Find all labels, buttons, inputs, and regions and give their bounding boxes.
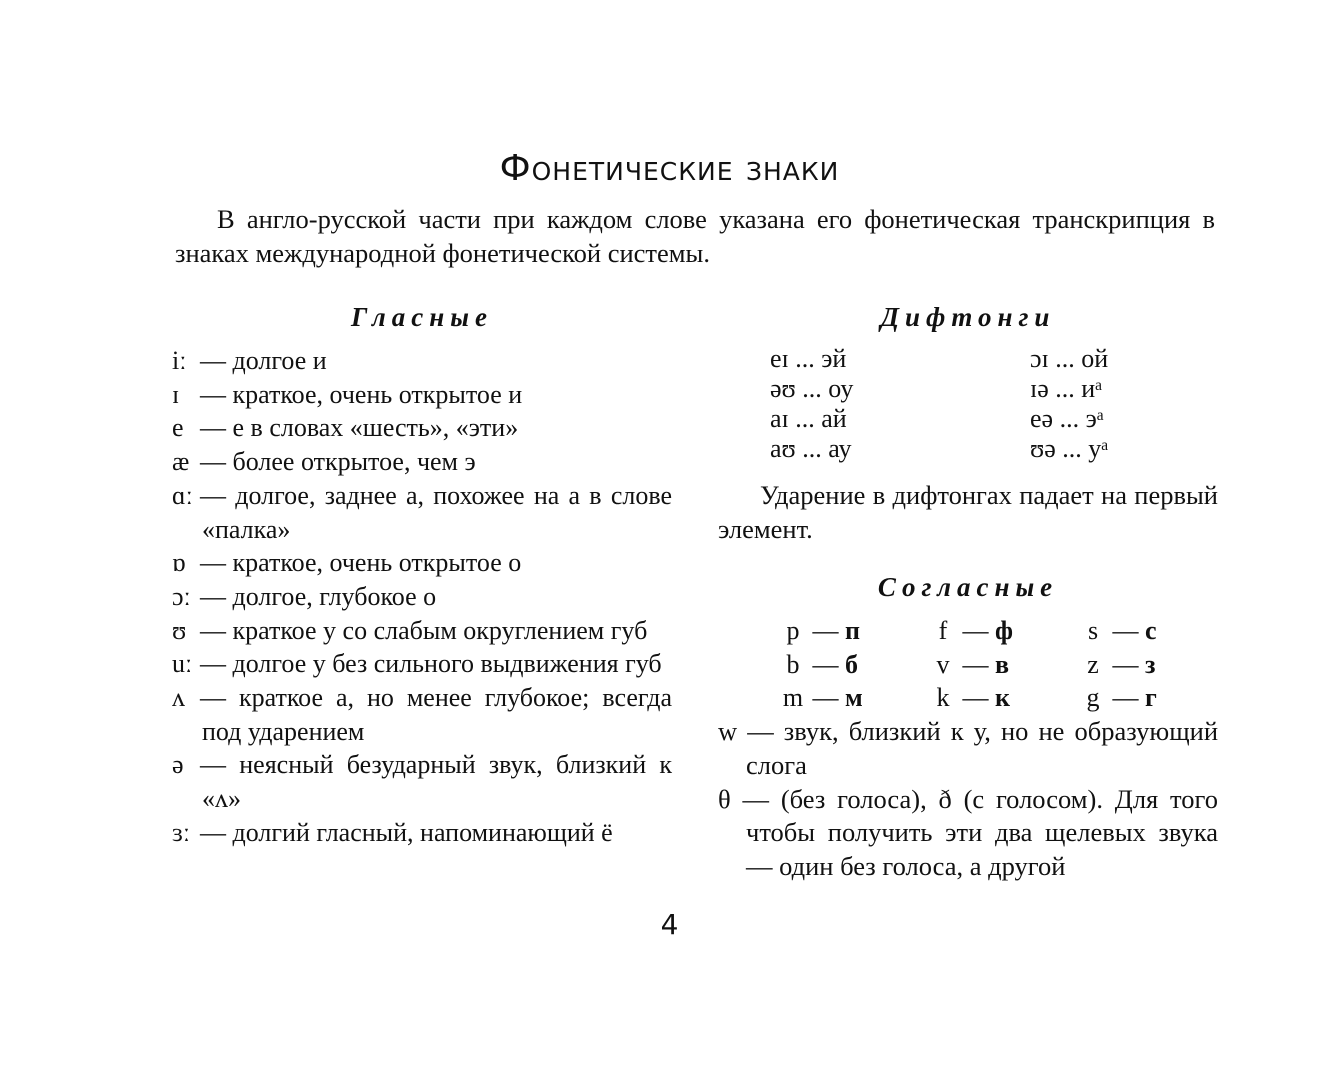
vowel-description: — краткое, очень открытое и: [200, 379, 523, 409]
consonant-dash: —: [1112, 616, 1139, 645]
consonant-ru: м: [845, 683, 863, 713]
vowel-symbol: ʊ: [172, 615, 187, 645]
consonant-ru: г: [1145, 683, 1157, 713]
vowel-row: [172, 647, 672, 681]
consonant-ru: с: [1145, 616, 1157, 645]
vowel-description: — долгое, заднее а, похожее на а в слове «палка»: [200, 480, 672, 544]
vowel-row: [172, 344, 672, 378]
vowel-description: — краткое, очень открытое о: [200, 548, 522, 578]
consonant-en: v: [936, 649, 950, 679]
consonant-dash: —: [812, 683, 839, 713]
consonant-en: m: [782, 683, 804, 713]
vowel-symbol: ɪ: [172, 379, 180, 409]
vowel-description: — долгое у без сильного выдвижения губ: [200, 649, 662, 679]
page-number: 4: [660, 908, 679, 941]
consonant-pair: [1080, 614, 1230, 648]
vowel-description: — долгий гласный, напоминающий ё: [200, 817, 613, 847]
vowels-heading: Гласные: [351, 302, 493, 332]
vowel-symbol: ɔː: [172, 581, 191, 611]
consonant-en: z: [1087, 649, 1099, 679]
consonant-dash: —: [962, 616, 989, 645]
vowel-symbol: e: [172, 413, 184, 443]
consonant-en: p: [786, 616, 800, 645]
consonant-note: θ — (без голоса), ð (с голосом). Для того чтобы получить эти два щелевых звука — один без голоса, а другой: [718, 783, 1218, 881]
consonant-pair: [930, 681, 1080, 715]
vowel-row: [172, 546, 672, 580]
consonant-dash: —: [1112, 683, 1139, 713]
consonant-en: s: [1087, 616, 1099, 645]
vowel-description: — долгое и: [200, 346, 327, 375]
diphthongs-heading: Дифтонги: [880, 302, 1056, 332]
vowel-symbol: iː: [172, 346, 187, 375]
vowel-description: — долгое, глубокое о: [200, 581, 437, 611]
diphthong-item: əʊ ... оу: [770, 374, 854, 403]
consonant-dash: —: [1112, 649, 1139, 679]
vowels-list: [172, 344, 672, 850]
vowel-symbol: uː: [172, 649, 193, 679]
consonant-en: b: [786, 649, 800, 679]
consonant-pair: [1080, 681, 1230, 715]
consonant-ru: к: [995, 683, 1010, 713]
vowel-row: [172, 479, 672, 546]
diphthong-item: aɪ ... ай: [770, 404, 847, 433]
consonant-pair: [930, 648, 1080, 682]
diphthong-item: ɔɪ ... ой: [1030, 344, 1109, 373]
diphthongs-grid: [718, 344, 1218, 464]
vowel-row: [172, 816, 672, 850]
vowel-description: — более открытое, чем э: [200, 447, 476, 477]
consonant-en: g: [1086, 683, 1100, 713]
consonant-dash: —: [962, 649, 989, 679]
vowel-symbol: ɒ: [172, 548, 186, 578]
intro-paragraph: [175, 202, 1215, 270]
vowel-row: [172, 378, 672, 412]
consonants-heading: Согласные: [877, 572, 1059, 602]
vowel-row: [172, 580, 672, 614]
diphthongs-consonants-column: [718, 300, 1218, 884]
intro-text: В англо-русской части при каждом слове указана его фонетическая транскрипция в знаках международной фонетической системы.: [175, 204, 1215, 268]
diphthong-stress-note: [718, 478, 1218, 546]
consonant-note: w — звук, близкий к у, но не образующий слога: [718, 716, 1218, 780]
consonant-ru: з: [1145, 649, 1156, 679]
consonant-ru: ф: [995, 616, 1013, 645]
consonant-pair: [780, 681, 930, 715]
vowel-symbol: ɑː: [172, 480, 193, 510]
consonant-ru: б: [845, 649, 858, 679]
vowel-symbol: æ: [172, 447, 190, 477]
diphthong-item: aʊ ... ау: [770, 434, 852, 463]
vowel-description: — неясный безударный звук, близкий к «ʌ»: [200, 750, 672, 814]
vowel-symbol: ə: [172, 750, 184, 780]
consonant-dash: —: [812, 616, 839, 645]
diphthong-item: eə ... эᵃ: [1030, 404, 1104, 433]
vowel-description: — краткое у со слабым округлением губ: [200, 615, 648, 645]
consonants-grid: [718, 614, 1218, 715]
consonant-pair: [780, 614, 930, 648]
diphthong-note-text: Ударение в дифтонгах падает на первый элемент.: [718, 480, 1218, 544]
diphthong-item: ʊə ... уᵃ: [1030, 434, 1109, 463]
consonant-dash: —: [812, 649, 839, 679]
vowel-symbol: ɜː: [172, 817, 191, 847]
consonant-ru: п: [845, 616, 860, 645]
consonant-pair: [1080, 648, 1230, 682]
vowel-symbol: ʌ: [172, 683, 185, 713]
page-title: Фонетические знаки: [499, 148, 840, 189]
consonant-ru: в: [995, 649, 1010, 679]
consonant-en: f: [938, 616, 948, 645]
vowels-column: [172, 300, 672, 850]
consonant-dash: —: [962, 683, 989, 713]
consonant-pair: [930, 614, 1080, 648]
vowel-row: [172, 445, 672, 479]
consonant-en: k: [936, 683, 950, 713]
diphthong-item: ɪə ... иᵃ: [1030, 374, 1103, 403]
vowel-description: — е в словах «шесть», «эти»: [200, 413, 519, 443]
diphthong-item: eɪ ... эй: [770, 344, 847, 373]
vowel-description: — краткое а, но менее глубокое; всегда под ударением: [200, 683, 672, 746]
consonant-pair: [780, 648, 930, 682]
vowel-row: [172, 748, 672, 815]
vowel-row: [172, 614, 672, 648]
vowel-row: [172, 681, 672, 748]
vowel-row: [172, 411, 672, 445]
